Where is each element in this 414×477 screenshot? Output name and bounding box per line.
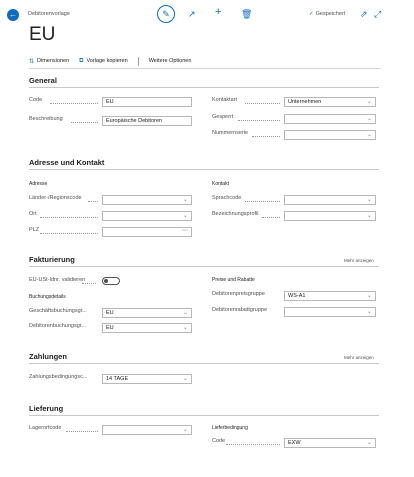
field-label-contact-type: Kontaktart: [212, 97, 238, 103]
label-dots: [245, 103, 280, 104]
field-label-city: Ort: [29, 211, 37, 217]
designation-profile-select[interactable]: [284, 211, 376, 221]
toggle-knob: [104, 279, 108, 283]
chevron-down-icon: ⌄: [366, 293, 372, 299]
label-dots: [66, 431, 98, 432]
section-divider: [29, 169, 379, 170]
chevron-down-icon: ⌄: [182, 213, 188, 219]
section-payments-title[interactable]: Zahlungen: [29, 352, 67, 361]
address-subtitle: Adresse: [29, 181, 48, 187]
field-label-designation-profile: Bezeichnungsprofil: [212, 211, 259, 217]
section-general-title[interactable]: General: [29, 76, 57, 85]
section-divider: [29, 266, 379, 267]
gen-bus-posting-value: EU: [106, 310, 114, 316]
contact-type-select[interactable]: [284, 97, 376, 107]
zip-field[interactable]: [102, 227, 192, 237]
field-label-location-code: Lagerortcode: [29, 425, 62, 431]
field-label-customer-posting: Debitorenbuchungsgr...: [29, 323, 86, 329]
payment-terms-select[interactable]: [102, 374, 192, 384]
number-series-select[interactable]: [284, 130, 376, 140]
edit-pencil-icon[interactable]: ✎: [157, 5, 175, 23]
expand-icon[interactable]: ⤢: [374, 9, 382, 19]
action-copy-template[interactable]: [79, 58, 128, 65]
field-label-shipment-code: Code: [212, 438, 226, 444]
field-label-language: Sprachcode: [212, 195, 242, 201]
top-bar: [0, 0, 414, 30]
field-label-gen-bus-posting: Geschäftsbuchungsgr...: [29, 308, 87, 314]
chevron-down-icon: ⌄: [366, 132, 372, 138]
label-dots: [50, 103, 98, 104]
blocked-select[interactable]: [284, 114, 376, 124]
divider: [29, 68, 381, 69]
shipment-code-value: EXW: [288, 440, 301, 446]
action-more-options-label: Weitere Optionen: [148, 58, 192, 64]
chevron-down-icon: ⌄: [366, 213, 372, 219]
chevron-down-icon: ⌄: [182, 310, 188, 316]
payment-terms-value: 14 TAGE: [106, 376, 129, 382]
field-label-number-series: Nummernserie: [212, 130, 249, 136]
chevron-down-icon: ⌄: [182, 197, 188, 203]
chevron-down-icon: ⌄: [366, 309, 372, 315]
label-dots: [262, 217, 280, 218]
vat-validate-toggle[interactable]: [102, 277, 120, 285]
section-shipping-title[interactable]: Lieferung: [29, 404, 64, 413]
saved-status: [309, 11, 345, 17]
field-label-blocked: Gesperrt: [212, 114, 234, 120]
posting-subtitle: Buchungsdetails: [29, 294, 66, 300]
breadcrumb: Debitorenvorlage: [28, 11, 70, 17]
label-dots: [252, 136, 280, 137]
check-icon: ✓: [309, 11, 314, 17]
discount-group-select[interactable]: [284, 307, 376, 317]
gen-bus-posting-select[interactable]: [102, 308, 192, 318]
label-dots: [71, 122, 98, 123]
contact-type-value: Unternehmen: [288, 99, 322, 105]
description-field[interactable]: Europäische Debitoren: [102, 116, 192, 126]
label-dots: [245, 201, 280, 202]
section-invoicing-title[interactable]: Fakturierung: [29, 255, 75, 264]
price-group-value: WS-A1: [288, 293, 306, 299]
field-label-payment-terms: Zahlungsbedingungsc...: [29, 374, 88, 380]
saved-label: Gespeichert: [315, 11, 346, 17]
field-label-zip: PLZ: [29, 227, 40, 233]
field-label-country: Länder-/Regionscode: [29, 195, 82, 201]
price-group-select[interactable]: [284, 291, 376, 301]
chevron-down-icon: ⌄: [182, 427, 188, 433]
dimensions-icon: ⇅: [29, 58, 35, 65]
label-dots: [40, 233, 98, 234]
field-label-price-group: Debitorenpreisgruppe: [212, 291, 265, 297]
shipment-code-select[interactable]: [284, 438, 376, 448]
back-arrow-icon[interactable]: ←: [9, 10, 17, 19]
section-divider: [29, 363, 379, 364]
field-label-discount-group: Debitorenrabattgruppe: [212, 307, 268, 313]
label-dots: [40, 217, 98, 218]
customer-posting-value: EU: [106, 325, 114, 331]
label-dots: [82, 283, 96, 284]
chevron-down-icon: ⌄: [182, 376, 188, 382]
action-dimensions[interactable]: [29, 58, 69, 65]
payments-show-more[interactable]: Mehr anzeigen: [344, 355, 374, 360]
action-more-options[interactable]: [149, 58, 192, 64]
share-icon[interactable]: ↗: [188, 9, 196, 19]
section-divider: [29, 87, 379, 88]
action-bar: [29, 56, 201, 66]
label-dots: [238, 120, 280, 121]
action-copy-template-label: Vorlage kopieren: [86, 58, 128, 64]
label-dots: [226, 444, 280, 445]
copy-template-icon: ⧉: [79, 57, 84, 64]
section-address-title[interactable]: Adresse und Kontakt: [29, 158, 105, 167]
section-divider: [29, 415, 379, 416]
field-label-code: Code: [29, 97, 43, 103]
country-code-select[interactable]: [102, 195, 192, 205]
field-label-description: Beschreibung: [29, 116, 63, 122]
chevron-down-icon: ⌄: [366, 99, 372, 105]
add-icon[interactable]: +: [215, 6, 222, 18]
open-new-window-icon[interactable]: ⇗: [360, 9, 368, 19]
chevron-down-icon: ⌄: [366, 197, 372, 203]
label-dots: [88, 201, 98, 202]
city-select[interactable]: [102, 211, 192, 221]
invoicing-show-more[interactable]: Mehr anzeigen: [344, 258, 374, 263]
chevron-down-icon: ⌄: [366, 440, 372, 446]
delete-icon[interactable]: 🗑: [241, 9, 253, 19]
location-code-select[interactable]: [102, 425, 192, 435]
action-separator: [138, 57, 139, 66]
customer-posting-select[interactable]: [102, 323, 192, 333]
field-label-vat-validate: EU-USt-Idnr. validieren: [29, 277, 86, 283]
prices-subtitle: Preise und Rabatte: [212, 277, 255, 283]
contact-subtitle: Kontakt: [212, 181, 229, 187]
shipment-terms-subtitle: Lieferbedingung: [212, 425, 248, 431]
chevron-down-icon: ⌄: [366, 116, 372, 122]
action-dimensions-label: Dimensionen: [37, 58, 70, 64]
lookup-ellipsis-icon[interactable]: ⋯: [182, 228, 188, 234]
code-field[interactable]: EU: [102, 97, 192, 107]
language-code-select[interactable]: [284, 195, 376, 205]
chevron-down-icon: ⌄: [182, 325, 188, 331]
page-title: EU: [29, 24, 56, 45]
